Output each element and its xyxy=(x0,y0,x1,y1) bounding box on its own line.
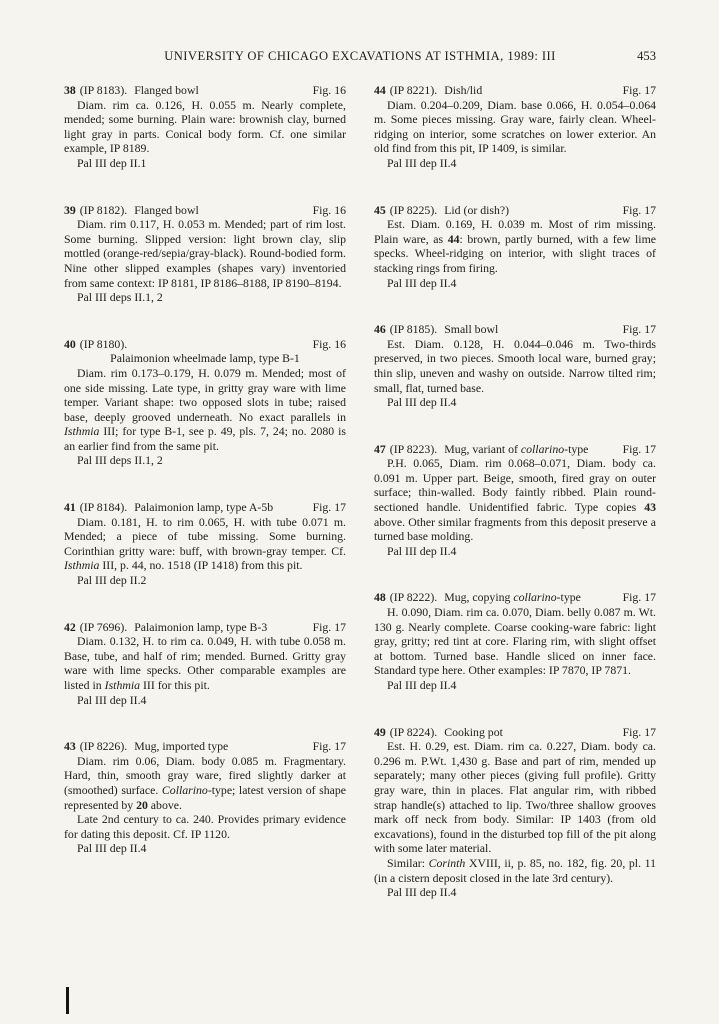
entry-paragraph: Est. H. 0.29, est. Diam. rim ca. 0.227, Diam. body ca. 0.296 m. P.Wt. 1,430 g. Base and part of rim, mended up separately; many other pieces (giving full profile). Gritty gray ware, thin in places. Flat angular rim, with ribbed strap handle(s) attached to lip. Two/three shallow grooves mark off neck from body. Similar: IP 1403 (from old excavations), found in the disturbed top fill of the pit along with some later material. xyxy=(374,739,656,856)
entry-title: Mug, variant of collarino-type xyxy=(444,441,589,456)
entry-figure-ref: Fig. 16 xyxy=(312,336,346,351)
entry-paragraph: Diam. rim ca. 0.126, H. 0.055 m. Nearly complete, mended; some burning. Plain ware: brownish clay, burned light gray in parts. Conical body form. Cf. one similar example, IP 8189. xyxy=(64,97,346,156)
entry-paragraph: Est. Diam. 0.128, H. 0.044–0.046 m. Two-thirds preserved, in two pieces. Smooth local ware, burned gray; thin slip, uneven and washy on outside. Narrow tilted rim; small, flat, turned base. xyxy=(374,336,656,395)
entry-deposit-ref: Pal III dep II.4 xyxy=(77,692,147,707)
catalog-entry xyxy=(374,83,656,171)
entry-number: 44 xyxy=(374,83,386,97)
catalog-entry xyxy=(374,322,656,410)
catalog-entry xyxy=(64,500,346,588)
entry-title: Flanged bowl xyxy=(134,202,199,217)
entry-title: Lid (or dish?) xyxy=(444,202,510,217)
entry-title: Palaimonion lamp, type B-3 xyxy=(134,619,268,634)
entry-paragraph: Late 2nd century to ca. 240. Provides primary evidence for dating this deposit. Cf. IP 1120. xyxy=(64,812,346,841)
entry-title: Dish/lid xyxy=(444,83,483,97)
entry-inventory-id: (IP 8223). xyxy=(389,441,438,456)
entry-heading xyxy=(374,442,656,457)
entry-heading xyxy=(374,203,656,218)
entry-heading xyxy=(374,322,656,337)
entry-deposit-ref: Pal III deps II.1, 2 xyxy=(77,290,163,305)
entry-figure-ref: Fig. 17 xyxy=(622,202,656,217)
entry-title: Palaimonion lamp, type A-5b xyxy=(134,500,274,515)
entry-figure-ref: Fig. 17 xyxy=(312,739,346,754)
entry-number: 43 xyxy=(64,739,76,754)
entry-inventory-id: (IP 8183). xyxy=(79,83,128,97)
entry-deposit-ref: Pal III dep II.4 xyxy=(387,885,457,900)
entry-description xyxy=(374,98,656,156)
entry-inventory-id: (IP 8221). xyxy=(389,83,438,97)
entry-paragraph: Diam. 0.132, H. to rim ca. 0.049, H. with tube 0.058 m. Base, tube, and half of rim; mended. Burned. Gritty gray ware with lime specks. Other comparable examples are listed in Isthmia III for this pit. xyxy=(64,634,346,692)
entry-description xyxy=(64,217,346,290)
entry-heading xyxy=(64,203,346,218)
entry-deposit-ref: Pal III deps II.1, 2 xyxy=(77,453,163,468)
entry-figure-ref: Fig. 17 xyxy=(622,724,656,739)
two-column-text xyxy=(64,83,656,900)
entry-description xyxy=(64,754,346,842)
entry-inventory-id: (IP 8222). xyxy=(389,590,438,605)
catalog-entry xyxy=(64,620,346,708)
entry-deposit-ref: Pal III dep II.2 xyxy=(77,573,147,588)
entry-inventory-id: (IP 8182). xyxy=(79,202,128,217)
entry-heading xyxy=(64,83,346,98)
entry-description xyxy=(374,456,656,544)
entry-number: 45 xyxy=(374,202,386,217)
entry-heading xyxy=(374,725,656,740)
page-number: 453 xyxy=(637,49,656,63)
entry-description xyxy=(374,739,656,885)
entry-paragraph: P.H. 0.065, Diam. rim 0.068–0.071, Diam. body ca. 0.091 m. Upper part. Beige, smooth, fired gray on outer surface; thin-walled. Body faintly ribbed. Plain round-sectioned handle. Unidentified fabric. Type copies 43 above. Other similar fragments from this deposit preserve a turned base molding. xyxy=(374,456,656,544)
entry-figure-ref: Fig. 16 xyxy=(312,83,346,97)
left-column xyxy=(64,83,346,900)
catalog-entry xyxy=(64,739,346,856)
entry-deposit-ref: Pal III dep II.4 xyxy=(387,678,457,692)
catalog-entry xyxy=(374,725,656,900)
catalog-entry xyxy=(64,337,346,468)
entry-inventory-id: (IP 7696). xyxy=(79,619,128,634)
entry-inventory-id: (IP 8185). xyxy=(389,322,438,337)
entry-deposit-ref: Pal III dep II.4 xyxy=(387,395,457,410)
entry-number: 38 xyxy=(64,83,76,97)
entry-number: 39 xyxy=(64,202,76,217)
entry-number: 48 xyxy=(374,590,386,605)
entry-paragraph: Diam. rim 0.06, Diam. body 0.085 m. Fragmentary. Hard, thin, smooth gray ware, fired slightly darker at (smoothed) surface. Collarino-type; latest version of shape represented by 20 above. xyxy=(64,753,346,812)
entry-inventory-id: (IP 8180). xyxy=(79,336,128,351)
entry-paragraph: Diam. rim 0.173–0.179, H. 0.079 m. Mended; most of one side missing. Late type, in gritty gray ware with lime temper. Variant shape: two opposed slots in tube; raised base, deeply grooved underneath. No exact parallels in Isthmia III; for type B-1, see p. 49, pls. 7, 24; no. 2080 is an earlier find from the same pit. xyxy=(64,365,346,453)
entry-inventory-id: (IP 8226). xyxy=(79,739,128,754)
entry-deposit-ref: Pal III dep II.1 xyxy=(77,155,147,170)
entry-figure-ref: Fig. 17 xyxy=(622,441,656,456)
catalog-entry xyxy=(374,442,656,559)
entry-number: 47 xyxy=(374,441,386,456)
entry-title: Flanged bowl xyxy=(134,83,199,97)
entry-figure-ref: Fig. 17 xyxy=(312,619,346,634)
entry-subtitle: Palaimonion wheelmade lamp, type B-1 xyxy=(110,351,300,366)
entry-paragraph: Diam. rim 0.117, H. 0.053 m. Mended; part of rim lost. Some burning. Slipped version: light brown clay, slip mottled (orange-red/sepia/gray-black). Round-bodied form. Nine other slipped examples (shapes vary) inventoried from same context: IP 8181, IP 8186–8188, IP 8190–8194. xyxy=(64,217,346,290)
catalog-entry xyxy=(64,83,346,171)
entry-paragraph: Est. Diam. 0.169, H. 0.039 m. Most of rim missing. Plain ware, as 44: brown, partly burned, with a few lime specks. Wheel-ridging on interior, with slight traces of stacking rings from firing. xyxy=(374,217,656,275)
entry-figure-ref: Fig. 17 xyxy=(622,83,656,97)
entry-heading xyxy=(64,500,346,515)
entry-description xyxy=(374,217,656,275)
running-head xyxy=(64,49,656,64)
entry-figure-ref: Fig. 17 xyxy=(312,500,346,515)
right-column xyxy=(374,83,656,900)
entry-number: 41 xyxy=(64,500,76,515)
entry-number: 46 xyxy=(374,322,386,337)
entry-number: 40 xyxy=(64,336,76,351)
entry-description xyxy=(64,634,346,692)
entry-deposit-ref: Pal III dep II.4 xyxy=(387,543,457,558)
entry-title: Cooking pot xyxy=(444,724,503,739)
entry-inventory-id: (IP 8225). xyxy=(389,202,438,217)
entry-description xyxy=(64,98,346,156)
entry-deposit-ref: Pal III dep II.4 xyxy=(77,841,147,856)
entry-paragraph: Diam. 0.181, H. to rim 0.065, H. with tube 0.071 m. Mended; a piece of tube missing. Some burning. Corinthian gritty ware: buff, with brown-gray temper. Cf. Isthmia III, p. 44, no. 1518 (IP 1418) from this pit. xyxy=(64,514,346,573)
entry-description xyxy=(374,605,656,678)
entry-inventory-id: (IP 8184). xyxy=(79,500,128,515)
entry-title: Small bowl xyxy=(444,322,499,337)
entry-figure-ref: Fig. 17 xyxy=(622,590,656,605)
entry-description xyxy=(64,366,346,454)
entry-deposit-ref: Pal III dep II.4 xyxy=(387,155,457,170)
entry-heading xyxy=(374,83,656,98)
catalog-entry xyxy=(374,203,656,291)
catalog-entry xyxy=(374,590,656,692)
entry-figure-ref: Fig. 16 xyxy=(312,202,346,217)
entry-paragraph: Diam. 0.204–0.209, Diam. base 0.066, H. 0.054–0.064 m. Some pieces missing. Gray ware, fairly clean. Wheel-ridging on interior, some scratches on lower exterior. An old find from this pit, IP 1409, is similar. xyxy=(374,97,656,156)
entry-title: Mug, imported type xyxy=(134,739,229,754)
entry-heading xyxy=(374,590,656,605)
entry-figure-ref: Fig. 17 xyxy=(622,322,656,337)
entry-description xyxy=(64,515,346,573)
entry-title: Mug, copying collarino-type xyxy=(444,590,581,605)
entry-description xyxy=(374,337,656,395)
scan-artifact xyxy=(66,987,69,1014)
entry-number: 42 xyxy=(64,619,76,634)
entry-heading xyxy=(64,739,346,754)
entry-deposit-ref: Pal III dep II.4 xyxy=(387,275,457,290)
entry-heading xyxy=(64,620,346,635)
entry-inventory-id: (IP 8224). xyxy=(389,724,438,739)
catalog-entry xyxy=(64,203,346,305)
entry-heading xyxy=(64,337,346,352)
running-head-title: UNIVERSITY OF CHICAGO EXCAVATIONS AT ISTHMIA, 1989: III xyxy=(164,49,556,63)
entry-paragraph: Similar: Corinth XVIII, ii, p. 85, no. 182, fig. 20, pl. 11 (in a cistern deposit closed in the late 3rd century). xyxy=(374,855,656,885)
entry-paragraph: H. 0.090, Diam. rim ca. 0.070, Diam. belly 0.087 m. Wt. 130 g. Nearly complete. Coarse cooking-ware fabric: light gray, gritty; red tint at core. Flaring rim, with slight offset at bottom. Turned base. Handle sliced on inner face. Standard type here. Other examples: IP 7870, IP 7871. xyxy=(374,605,656,678)
entry-number: 49 xyxy=(374,724,386,739)
